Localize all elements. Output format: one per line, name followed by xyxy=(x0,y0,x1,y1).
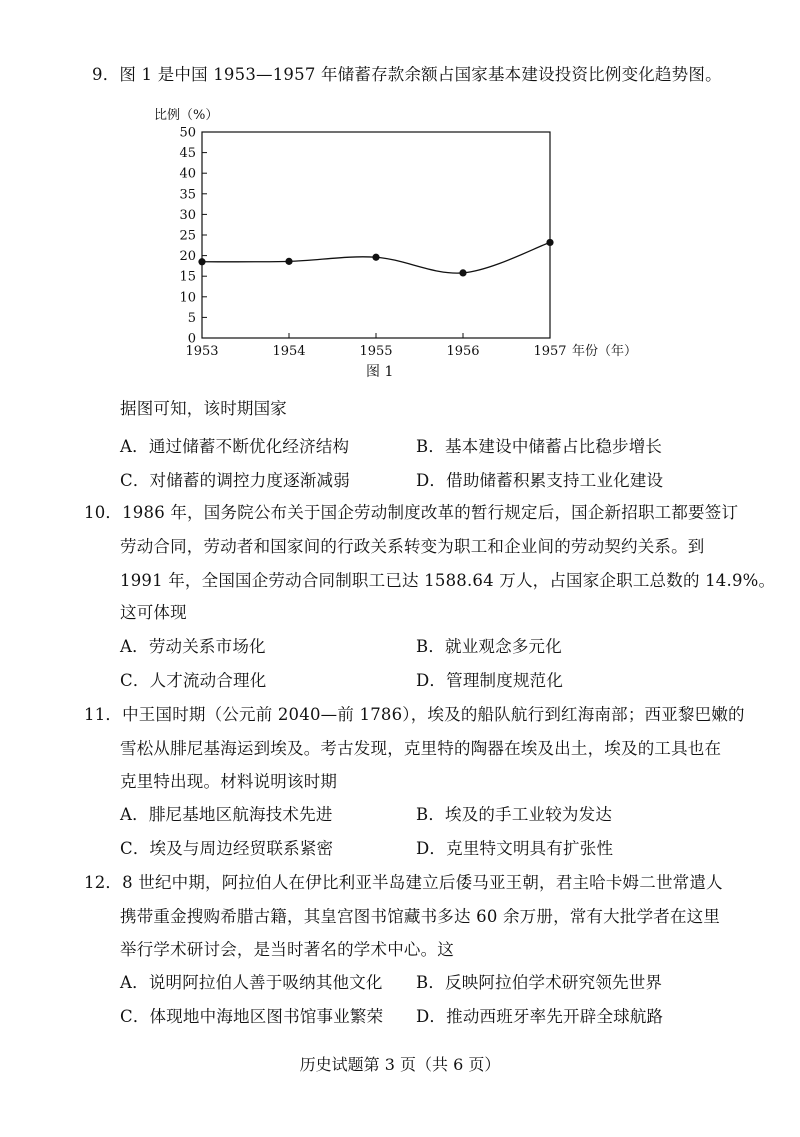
q10-stem-line-1 xyxy=(84,502,738,524)
option-text: 推动西班牙率先开辟全球航路 xyxy=(446,1007,664,1026)
option-label: B． xyxy=(416,637,446,656)
q11-stem-line-3: 克里特出现。材料说明该时期 xyxy=(120,772,338,791)
option-text: 埃及的手工业较为发达 xyxy=(445,805,613,824)
q11-stem-line-1 xyxy=(84,704,745,726)
option-text: 基本建设中储蓄占比稳步增长 xyxy=(445,437,663,456)
question-number: 10． xyxy=(84,503,123,522)
q11-option-b[interactable] xyxy=(416,804,612,826)
q10-stem-line-3: 1991 年，全国国企劳动合同制职工已达 1588.64 万人，占国家企职工总数的 14.9%。 xyxy=(120,571,776,590)
y-tick-label: 30 xyxy=(179,207,196,223)
y-tick-label: 40 xyxy=(179,166,196,182)
plot-frame xyxy=(202,132,550,338)
option-text: 对储蓄的调控力度逐渐减弱 xyxy=(149,471,350,490)
q10-option-b[interactable] xyxy=(416,636,562,658)
option-label: A． xyxy=(120,973,149,992)
y-tick-label: 0 xyxy=(187,331,196,347)
q9-option-b[interactable] xyxy=(416,436,662,458)
q10-stem-line-4: 这可体现 xyxy=(120,603,187,622)
option-text: 反映阿拉伯学术研究领先世界 xyxy=(445,973,663,992)
data-point xyxy=(372,254,379,261)
option-label: C． xyxy=(120,839,150,858)
option-text: 人才流动合理化 xyxy=(149,671,267,690)
q11-option-d[interactable] xyxy=(416,838,613,860)
q9-lead: 据图可知，该时期国家 xyxy=(120,399,287,418)
question-number: 12． xyxy=(84,873,123,892)
option-label: D． xyxy=(416,671,447,690)
q9-option-c[interactable] xyxy=(120,470,350,492)
x-tick-label: 1953 xyxy=(185,344,219,359)
q10-option-a[interactable] xyxy=(120,636,266,658)
data-point xyxy=(546,239,553,246)
question-number: 9． xyxy=(92,65,120,84)
figure-caption: 图 1 xyxy=(366,364,394,380)
option-text: 说明阿拉伯人善于吸纳其他文化 xyxy=(148,973,383,992)
q9-stem-line xyxy=(92,64,722,86)
y-tick-label: 20 xyxy=(179,249,196,265)
y-axis-ticks xyxy=(179,126,207,347)
q12-option-d[interactable] xyxy=(416,1006,663,1028)
data-points xyxy=(198,239,553,277)
option-text: 就业观念多元化 xyxy=(445,637,562,656)
option-text: 腓尼基地区航海技术先进 xyxy=(148,805,333,824)
q12-stem-line-3: 举行学术研讨会，是当时著名的学术中心。这 xyxy=(120,940,454,959)
option-text: 埃及与周边经贸联系紧密 xyxy=(149,839,334,858)
x-tick-label: 1954 xyxy=(272,344,306,359)
y-tick-label: 50 xyxy=(179,125,196,141)
question-stem: 图 1 是中国 1953—1957 年储蓄存款余额占国家基本建设投资比例变化趋势图。 xyxy=(119,65,722,84)
option-label: B． xyxy=(416,805,446,824)
q12-stem-line-1 xyxy=(84,872,723,894)
q10-option-d[interactable] xyxy=(416,670,563,692)
x-axis-ticks xyxy=(185,333,566,359)
x-tick-label: 1957 xyxy=(533,344,567,359)
q12-stem-line-2: 携带重金搜购希腊古籍，其皇宫图书馆藏书多达 60 余万册，常有大批学者在这里 xyxy=(120,907,721,926)
data-point xyxy=(285,258,292,265)
question-stem: 中王国时期（公元前 2040—前 1786），埃及的船队航行到红海南部；西亚黎巴嫩的 xyxy=(122,705,745,724)
option-text: 管理制度规范化 xyxy=(446,671,564,690)
option-label: C． xyxy=(120,471,150,490)
data-point xyxy=(459,269,466,276)
option-label: B． xyxy=(416,437,446,456)
option-label: D． xyxy=(416,839,447,858)
savings-ratio-line-chart xyxy=(140,100,660,390)
q12-option-a[interactable] xyxy=(120,972,383,994)
q9-option-a[interactable] xyxy=(120,436,349,458)
question-number: 11． xyxy=(84,705,123,724)
x-axis-label: 年份（年） xyxy=(572,344,638,359)
q11-option-c[interactable] xyxy=(120,838,333,860)
option-text: 劳动关系市场化 xyxy=(148,637,266,656)
q11-stem-line-2: 雪松从腓尼基海运到埃及。考古发现，克里特的陶器在埃及出土，埃及的工具也在 xyxy=(120,739,722,758)
q10-option-c[interactable] xyxy=(120,670,266,692)
option-text: 通过储蓄不断优化经济结构 xyxy=(148,437,350,456)
x-tick-label: 1955 xyxy=(359,344,393,359)
q12-option-c[interactable] xyxy=(120,1006,383,1028)
q10-stem-line-2: 劳动合同，劳动者和国家间的行政关系转变为职工和企业间的劳动契约关系。到 xyxy=(120,537,705,556)
option-label: C． xyxy=(120,671,150,690)
option-text: 借助储蓄积累支持工业化建设 xyxy=(446,471,664,490)
y-tick-label: 35 xyxy=(179,187,196,203)
data-point xyxy=(198,258,205,265)
q9-option-d[interactable] xyxy=(416,470,663,492)
x-tick-label: 1956 xyxy=(446,344,480,359)
option-label: C． xyxy=(120,1007,150,1026)
option-label: A． xyxy=(120,805,149,824)
y-tick-label: 10 xyxy=(179,290,196,306)
y-axis-label: 比例（%） xyxy=(154,108,219,123)
y-tick-label: 25 xyxy=(179,228,196,244)
question-stem: 1986 年，国务院公布关于国企劳动制度改革的暂行规定后，国企新招职工都要签订 xyxy=(122,503,739,522)
option-label: A． xyxy=(120,637,149,656)
y-tick-label: 15 xyxy=(179,269,196,285)
page-footer: 历史试题第 3 页（共 6 页） xyxy=(299,1055,501,1074)
option-label: D． xyxy=(416,471,447,490)
option-label: A． xyxy=(120,437,149,456)
option-label: D． xyxy=(416,1007,447,1026)
q12-option-b[interactable] xyxy=(416,972,662,994)
option-label: B． xyxy=(416,973,446,992)
y-tick-label: 5 xyxy=(187,310,196,326)
option-text: 体现地中海地区图书馆事业繁荣 xyxy=(149,1007,384,1026)
option-text: 克里特文明具有扩张性 xyxy=(446,839,614,858)
question-stem: 8 世纪中期，阿拉伯人在伊比利亚半岛建立后倭马亚王朝，君主哈卡姆二世常遣人 xyxy=(122,873,723,892)
q11-option-a[interactable] xyxy=(120,804,333,826)
y-tick-label: 45 xyxy=(179,146,196,162)
